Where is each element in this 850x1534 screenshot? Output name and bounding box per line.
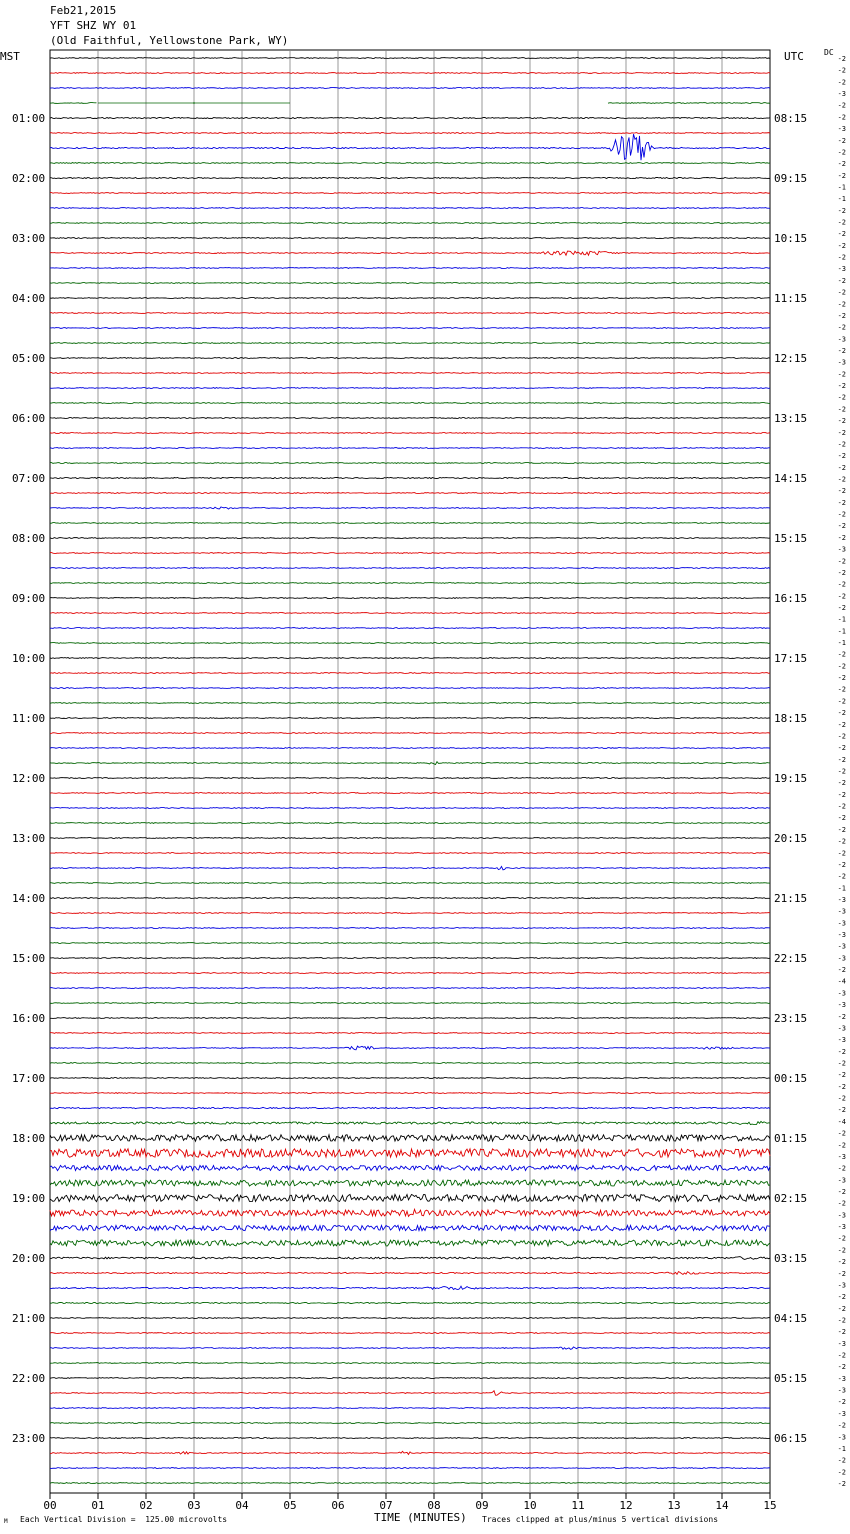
trace-line [50,1003,770,1004]
x-tick-label: 03 [187,1499,201,1512]
trace-line [50,163,770,164]
dc-offset-label: -3 [837,907,846,916]
dc-offset-label: -3 [837,265,846,274]
dc-offset-label: -1 [837,195,846,204]
trace-line [50,928,770,929]
trace-line [50,1423,770,1424]
dc-offset-label: -2 [837,1316,846,1325]
mst-hour-label: 14:00 [12,892,46,905]
dc-offset-label: -2 [837,487,846,496]
dc-offset-label: -2 [837,825,846,834]
header-location: (Old Faithful, Yellowstone Park, WY) [50,34,289,47]
trace-line [50,1194,770,1201]
mst-axis-label: MST [0,50,20,63]
trace-line [50,1318,770,1319]
dc-offset-label: -2 [837,510,846,519]
mst-hour-label: 03:00 [12,232,46,245]
utc-hour-label: 17:15 [774,652,808,665]
dc-offset-label: -2 [837,160,846,169]
trace-line [50,403,770,404]
trace-line [50,88,770,89]
trace-line [50,388,770,389]
utc-hour-label: 11:15 [774,292,808,305]
dc-offset-label: -2 [837,66,846,75]
mst-hour-label: 07:00 [12,472,46,485]
trace-line [50,193,770,194]
trace-line [50,628,770,629]
trace-line [50,268,770,269]
dc-offset-label: -2 [837,568,846,577]
dc-offset-label: -3 [837,90,846,99]
dc-offset-label: -3 [837,1001,846,1010]
trace-line [50,988,770,989]
x-tick-label: 00 [43,1499,57,1512]
trace-line [50,477,770,478]
dc-offset-label: -3 [837,931,846,940]
mst-hour-label: 08:00 [12,532,46,545]
trace-line [50,778,770,779]
dc-offset-label: -3 [837,1223,846,1232]
mst-hour-label: 21:00 [12,1312,46,1325]
dc-offset-label: -2 [837,1304,846,1313]
dc-offset-label: -2 [837,1234,846,1243]
x-tick-label: 05 [283,1499,297,1512]
trace-line [50,673,770,674]
dc-offset-label: -3 [837,1386,846,1395]
utc-hour-label: 04:15 [774,1312,808,1325]
dc-offset-label: -2 [837,1363,846,1372]
dc-offset-label: -2 [837,241,846,250]
dc-offset-label: -2 [837,1398,846,1407]
trace-line [50,1046,770,1050]
trace-line [50,313,770,314]
trace-line [50,1272,770,1275]
trace-line [50,1209,770,1216]
trace-line [50,718,770,719]
mst-hour-label: 22:00 [12,1372,46,1385]
dc-offset-label: -2 [837,849,846,858]
dc-offset-label: -2 [837,475,846,484]
dc-offset-label: -4 [837,1117,846,1126]
dc-offset-label: -3 [837,1409,846,1418]
utc-hour-label: 02:15 [774,1192,808,1205]
trace-line [50,793,770,794]
x-tick-label: 10 [523,1499,537,1512]
trace-line [50,1286,770,1289]
dc-offset-label: -2 [837,276,846,285]
trace-line [50,1378,770,1379]
trace-line [50,973,770,974]
x-tick-label: 01 [91,1499,105,1512]
dc-offset-label: -2 [837,1269,846,1278]
dc-offset-label: -2 [837,767,846,776]
trace-line [50,1438,770,1439]
trace-line [50,553,770,554]
trace-line [50,1063,770,1064]
trace-line [50,1483,770,1484]
utc-hour-label: 00:15 [774,1072,808,1085]
dc-offset-label: -2 [837,580,846,589]
trace-line [50,343,770,344]
dc-offset-label: -2 [837,814,846,823]
dc-offset-label: -2 [837,463,846,472]
scale-note: Each Vertical Division = 125.00 microvolts [20,1515,228,1524]
trace-line [50,507,770,509]
dc-offset-label: -2 [837,382,846,391]
trace-line [50,1018,770,1019]
dc-offset-label: -3 [837,895,846,904]
trace-line [50,493,770,494]
trace-line [50,838,770,839]
trace-line [50,1333,770,1334]
trace-line [50,958,770,959]
dc-offset-label: -2 [837,1141,846,1150]
trace-line [50,808,770,809]
trace-line [50,598,770,599]
utc-hour-label: 05:15 [774,1372,808,1385]
trace-line [50,117,770,118]
clip-note: Traces clipped at plus/minus 5 vertical divisions [482,1515,719,1524]
dc-offset-label: -2 [837,1059,846,1068]
trace-line [50,1165,770,1170]
mst-hour-label: 13:00 [12,832,46,845]
dc-offset-label: -2 [837,1164,846,1173]
trace-line [50,251,770,255]
trace-line [50,328,770,329]
dc-offset-label: -2 [837,288,846,297]
trace-line [50,762,770,765]
mst-hour-label: 10:00 [12,652,46,665]
mst-hour-label: 19:00 [12,1192,46,1205]
trace-line [50,613,770,614]
x-tick-label: 15 [763,1499,777,1512]
trace-line [50,177,770,178]
dc-offset-label: -2 [837,744,846,753]
trace-line [50,133,770,134]
dc-offset-label: -4 [837,977,846,986]
dc-offset-label: -2 [837,720,846,729]
trace-line [50,73,770,74]
mst-hour-label: 17:00 [12,1072,46,1085]
trace-line [50,418,770,419]
trace-line [50,538,770,539]
dc-offset-label: -2 [837,1468,846,1477]
dc-offset-label: -1 [837,615,846,624]
dc-offset-label: -2 [837,417,846,426]
trace-line [50,1391,770,1395]
trace-line [50,1468,770,1469]
trace-line [50,1078,770,1079]
dc-offset-label: -3 [837,1152,846,1161]
trace-line [50,943,770,944]
mst-hour-label: 18:00 [12,1132,46,1145]
trace-line [50,688,770,689]
dc-offset-label: -1 [837,183,846,192]
dc-offset-label: -2 [837,522,846,531]
corner-mark: M [4,1518,8,1525]
x-tick-label: 12 [619,1499,633,1512]
trace-line [50,748,770,749]
dc-label: DC [824,48,834,57]
dc-offset-label: -2 [837,428,846,437]
utc-hour-label: 12:15 [774,352,808,365]
dc-offset-label: -2 [837,370,846,379]
utc-hour-label: 19:15 [774,772,808,785]
dc-offset-label: -3 [837,125,846,134]
dc-offset-label: -2 [837,101,846,110]
trace-line [50,134,770,160]
trace-group [50,58,770,1484]
mst-hour-label: 16:00 [12,1012,46,1025]
trace-line [50,1408,770,1409]
utc-hour-label: 21:15 [774,892,808,905]
trace-line [50,1149,770,1157]
dc-offset-label: -2 [837,1106,846,1115]
dc-offset-label: -2 [837,1258,846,1267]
trace-line [50,1347,770,1349]
header-date: Feb21,2015 [50,4,117,17]
trace-line [50,1121,770,1124]
trace-line [50,1033,770,1034]
mst-hour-label: 12:00 [12,772,46,785]
dc-offset-label: -1 [837,1444,846,1453]
trace-line [50,866,770,869]
dc-offset-label: -3 [837,1339,846,1348]
utc-hour-label: 08:15 [774,112,808,125]
dc-offset-label: -3 [837,1211,846,1220]
dc-offset-label: -2 [837,1328,846,1337]
trace-line [50,568,770,569]
dc-offset-label: -2 [837,1246,846,1255]
mst-hour-label: 11:00 [12,712,46,725]
dc-offset-label: -2 [837,592,846,601]
trace-line [50,523,770,524]
dc-offset-label: -2 [837,533,846,542]
dc-offset-label: -3 [837,1024,846,1033]
mst-hour-label: 20:00 [12,1252,46,1265]
trace-line [50,643,770,644]
dc-offset-label: -2 [837,837,846,846]
trace-line [50,283,770,284]
dc-offset-label: -2 [837,311,846,320]
dc-offset-label: -2 [837,662,846,671]
trace-line [50,583,770,584]
utc-hour-label: 20:15 [774,832,808,845]
trace-line [50,898,770,899]
mst-hour-label: 23:00 [12,1432,46,1445]
dc-offset-label: -2 [837,300,846,309]
mst-hour-label: 09:00 [12,592,46,605]
utc-hour-label: 13:15 [774,412,808,425]
dc-offset-label: -2 [837,1199,846,1208]
dc-offset-label: -2 [837,230,846,239]
dc-offset-label: -2 [837,452,846,461]
trace-line [50,373,770,374]
dc-offset-label: -2 [837,1094,846,1103]
mst-hour-label: 01:00 [12,112,46,125]
utc-hour-label: 22:15 [774,952,808,965]
trace-line [50,448,770,449]
dc-offset-label: -2 [837,557,846,566]
trace-line [50,358,770,359]
mst-hour-label: 02:00 [12,172,46,185]
dc-offset-label: -3 [837,545,846,554]
trace-line [50,1135,770,1142]
dc-offset-label: -1 [837,639,846,648]
dc-offset-label: -3 [837,942,846,951]
dc-offset-label: -2 [837,405,846,414]
dc-offset-label: -2 [837,860,846,869]
trace-line [50,703,770,704]
trace-line [50,433,770,434]
x-tick-label: 09 [475,1499,489,1512]
dc-offset-label: -3 [837,954,846,963]
dc-offset-label: -3 [837,989,846,998]
trace-line [50,823,770,824]
x-axis-title: TIME (MINUTES) [374,1511,467,1524]
dc-offset-label: -2 [837,1187,846,1196]
dc-offset-label: -1 [837,884,846,893]
utc-hour-label: 14:15 [774,472,808,485]
utc-hour-label: 09:15 [774,172,808,185]
dc-offset-label: -2 [837,603,846,612]
trace-line [50,1451,770,1454]
dc-offset-label: -2 [837,650,846,659]
dc-offset-label: -2 [837,1012,846,1021]
dc-offset-label: -3 [837,919,846,928]
x-tick-label: 06 [331,1499,345,1512]
dc-offset-label: -2 [837,171,846,180]
x-tick-label: 07 [379,1499,393,1512]
dc-offset-label: -2 [837,732,846,741]
dc-offset-label: -3 [837,335,846,344]
x-tick-label: 08 [427,1499,441,1512]
dc-offset-label: -2 [837,1129,846,1138]
x-tick-label: 11 [571,1499,585,1512]
mst-hour-label: 04:00 [12,292,46,305]
trace-line [50,883,770,884]
dc-offset-label: -2 [837,113,846,122]
mst-hour-label: 15:00 [12,952,46,965]
trace-line [50,1225,770,1230]
trace-line [50,298,770,299]
utc-hour-label: 10:15 [774,232,808,245]
dc-offset-label: -2 [837,966,846,975]
dc-offset-label: -2 [837,218,846,227]
dc-offset-label: -2 [837,78,846,87]
dc-offset-label: -2 [837,347,846,356]
dc-offset-label: -2 [837,206,846,215]
dc-offset-label: -2 [837,755,846,764]
utc-hour-label: 06:15 [774,1432,808,1445]
dc-offset-label: -2 [837,1456,846,1465]
dc-offset-label: -2 [837,1480,846,1488]
utc-hour-label: 15:15 [774,532,808,545]
chart-frame [50,50,770,1493]
dc-offset-label: -3 [837,1176,846,1185]
trace-line [50,853,770,854]
x-tick-label: 13 [667,1499,681,1512]
trace-line [50,913,770,914]
utc-hour-label: 01:15 [774,1132,808,1145]
trace-line [50,1093,770,1094]
utc-hour-label: 18:15 [774,712,808,725]
dc-offset-label: -2 [837,1421,846,1430]
dc-offset-label: -2 [837,790,846,799]
dc-offset-label: -2 [837,1082,846,1091]
trace-line [50,1302,770,1303]
utc-hour-label: 23:15 [774,1012,808,1025]
mst-hour-label: 05:00 [12,352,46,365]
utc-axis-label: UTC [784,50,804,63]
dc-offset-label: -3 [837,358,846,367]
dc-offset-label: -2 [837,1071,846,1080]
dc-offset-label: -1 [837,627,846,636]
dc-offset-label: -2 [837,685,846,694]
trace-line [50,1257,770,1260]
dc-offset-label: -2 [837,55,846,63]
dc-offset-label: -2 [837,872,846,881]
dc-offset-label: -3 [837,1281,846,1290]
dc-offset-label: -2 [837,697,846,706]
dc-offset-label: -3 [837,1374,846,1383]
trace-line [50,58,770,59]
dc-offset-label: -2 [837,440,846,449]
dc-offset-label: -2 [837,1351,846,1360]
dc-offset-label: -2 [837,802,846,811]
dc-offset-label: -3 [837,1433,846,1442]
trace-line [50,238,770,239]
trace-line [50,208,770,209]
utc-hour-label: 16:15 [774,592,808,605]
dc-offset-label: -2 [837,323,846,332]
header-station: YFT SHZ WY 01 [50,19,137,32]
utc-hour-label: 03:15 [774,1252,808,1265]
x-tick-label: 02 [139,1499,153,1512]
dc-offset-label: -2 [837,253,846,262]
mst-hour-label: 06:00 [12,412,46,425]
dc-offset-label: -2 [837,709,846,718]
dc-offset-label: -3 [837,1036,846,1045]
trace-line [50,1107,770,1108]
label-group [12,55,846,1512]
dc-offset-label: -2 [837,393,846,402]
trace-line [50,1240,770,1246]
trace-line [50,1363,770,1364]
x-tick-label: 04 [235,1499,249,1512]
trace-line [50,1180,770,1186]
dc-offset-label: -2 [837,148,846,157]
trace-line [50,658,770,659]
x-tick-label: 14 [715,1499,729,1512]
trace-line [50,223,770,224]
trace-line [50,733,770,734]
dc-offset-label: -2 [837,674,846,683]
dc-offset-label: -2 [837,779,846,788]
dc-offset-label: -2 [837,1047,846,1056]
trace-line [50,463,770,464]
dc-offset-label: -2 [837,136,846,145]
dc-offset-label: -2 [837,498,846,507]
dc-offset-label: -2 [837,1293,846,1302]
